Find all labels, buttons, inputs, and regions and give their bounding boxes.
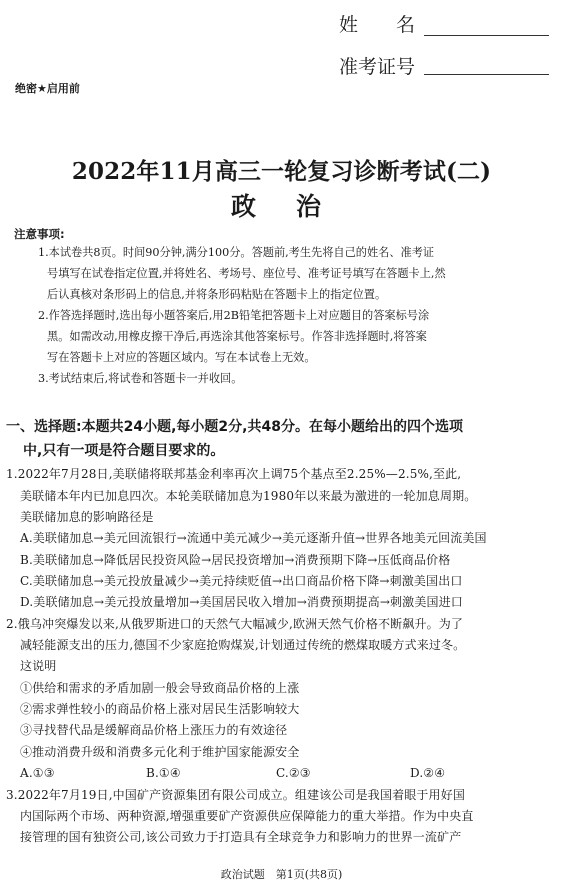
q2-statement: ①供给和需求的矛盾加剧一般会导致商品价格的上涨 <box>20 681 300 695</box>
note-line: 3.考试结束后,将试卷和答题卡一并收回。 <box>38 372 243 385</box>
q2-stem: 2.俄乌冲突爆发以来,从俄罗斯进口的天然气大幅减少,欧洲天然气价格不断飙升。为了 <box>6 617 464 631</box>
q1-option-c[interactable]: C.美联储加息→美元投放量减少→美元持续贬值→出口商品价格下降→刺激美国出口 <box>20 574 463 588</box>
note-line: 写在答题卡上对应的答题区域内。写在本试卷上无效。 <box>47 351 316 364</box>
q1-stem: 美联储加息的影响路径是 <box>20 510 154 524</box>
q2-choice-c[interactable]: C.②③ <box>276 766 311 780</box>
section-heading-cont: 中,只有一项是符合题目要求的。 <box>23 443 225 459</box>
q2-statement: ③寻找替代品是缓解商品价格上涨压力的有效途径 <box>20 723 288 737</box>
q2-choice-a[interactable]: A.①③ <box>20 766 55 780</box>
q1-option-a[interactable]: A.美联储加息→美元回流银行→流通中美元减少→美元逐渐升值→世界各地美元回流美国 <box>20 531 487 545</box>
q2-choice-b[interactable]: B.①④ <box>146 766 181 780</box>
q2-stem: 这说明 <box>20 659 57 673</box>
q2-statement: ④推动消费升级和消费多元化利于维护国家能源安全 <box>20 745 300 759</box>
q1-stem: 1.2022年7月28日,美联储将联邦基金利率再次上调75个基点至2.25%—2.5%,至此, <box>6 467 462 481</box>
q2-choice-d[interactable]: D.②④ <box>410 766 446 780</box>
q3-stem: 内国际两个市场、两种资源,增强重要矿产资源供应保障能力的重大举措。作为中央直 <box>20 809 474 823</box>
note-line: 后认真核对条形码上的信息,并将条形码粘贴在答题卡上的指定位置。 <box>47 288 387 301</box>
exam-id-field-line[interactable] <box>424 74 549 75</box>
note-line: 号填写在试卷指定位置,并将姓名、考场号、座位号、准考证号填写在答题卡上,然 <box>47 267 446 280</box>
note-line: 2.作答选择题时,选出每小题答案后,用2B铅笔把答题卡上对应题目的答案标号涂 <box>38 309 430 322</box>
name-field-line[interactable] <box>424 35 549 36</box>
section-heading: 一、选择题:本题共24小题,每小题2分,共48分。在每小题给出的四个选项 <box>6 419 463 435</box>
note-line: 1.本试卷共8页。时间90分钟,满分100分。答题前,考生先将自己的姓名、准考证 <box>38 246 435 259</box>
note-line: 黑。如需改动,用橡皮擦干净后,再选涂其他答案标号。作答非选择题时,将答案 <box>47 330 427 343</box>
notes-heading: 注意事项: <box>14 227 65 241</box>
q1-option-d[interactable]: D.美联储加息→美元投放量增加→美国居民收入增加→消费预期提高→刺激美国进口 <box>20 595 463 609</box>
q3-stem: 3.2022年7月19日,中国矿产资源集团有限公司成立。组建该公司是我国着眼于用好国 <box>6 788 466 802</box>
name-label: 姓 名 <box>339 14 416 36</box>
q3-stem: 接管理的国有独资公司,该公司致力于打造具有全球竞争力和影响力的世界一流矿产 <box>20 830 462 844</box>
subject-title: 政治 <box>231 192 362 221</box>
exam-id-label: 准考证号 <box>339 56 416 78</box>
q1-stem: 美联储本年内已加息四次。本轮美联储加息为1980年以来最为激进的一轮加息周期。 <box>20 489 477 503</box>
q2-statement: ②需求弹性较小的商品价格上涨对居民生活影响较大 <box>20 702 300 716</box>
q1-option-b[interactable]: B.美联储加息→降低居民投资风险→居民投资增加→消费预期下降→压低商品价格 <box>20 553 451 567</box>
page-title: 2022年11月高三一轮复习诊断考试(二) <box>71 158 492 185</box>
q2-stem: 减轻能源支出的压力,德国不少家庭抢购煤炭,计划通过传统的燃煤取暖方式来过冬。 <box>20 638 466 652</box>
secret-label: 绝密★启用前 <box>15 82 80 95</box>
page-footer: 政治试题 第1页(共8页) <box>220 868 343 881</box>
